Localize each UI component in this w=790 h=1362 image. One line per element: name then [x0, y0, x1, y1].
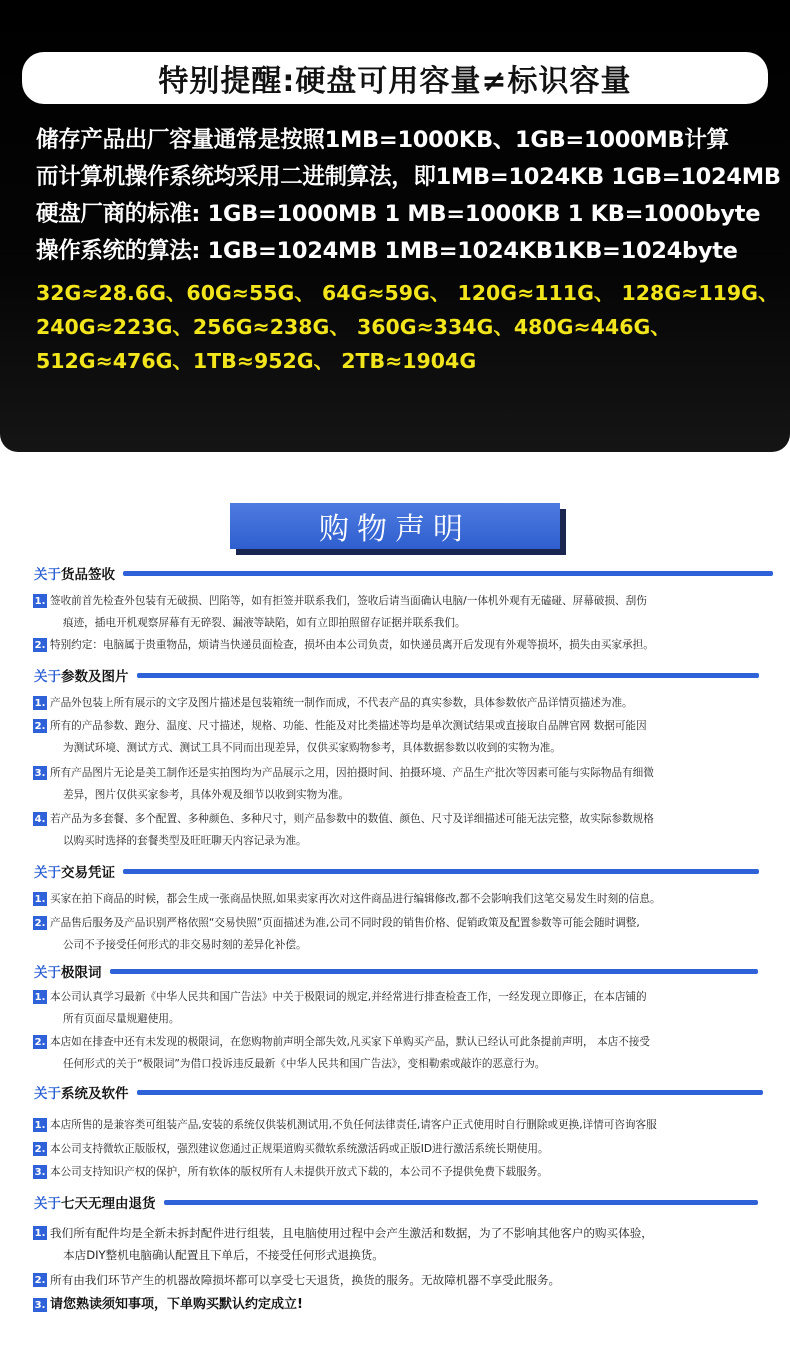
- item-number: 2.: [34, 1143, 46, 1155]
- item-text: 买家在拍下商品的时候，都会生成一张商品快照,如果卖家再次对这件商品进行编辑修改,都不会影响我们这笔交易发生时刻的信息。: [50, 893, 661, 905]
- section-header-seven-day-return: [34, 1192, 758, 1212]
- title-box: [230, 503, 560, 549]
- item-text: 若产品为多套餐、多个配置、多种颜色、多种尺寸，则产品参数中的数值、颜色、尺寸及详细描述可能无法完整，故实际参数规格: [50, 813, 654, 825]
- explanation-line: 操作系统的算法: 1GB=1024MB 1MB=1024KB1KB=1024byte: [36, 238, 738, 264]
- capacity-list: [36, 276, 778, 378]
- item-number: 4.: [34, 813, 46, 825]
- item-number: 1.: [34, 1227, 46, 1239]
- statement-title: 购物声明: [319, 512, 471, 547]
- item-text: 本店DIY整机电脑确认配置且下单后，不接受任何形式退换货。: [63, 1248, 384, 1262]
- item-text: 以购买时选择的套餐类型及旺旺聊天内容记录为准。: [63, 835, 307, 847]
- list-item: [33, 593, 647, 634]
- list-item: [33, 1225, 653, 1266]
- item-text: 所有产品图片无论是美工制作还是实拍图均为产品展示之用，因拍摄时间、拍摄环境、产品生产批次等因素可能与实际物品有细微: [50, 767, 654, 779]
- list-item: [33, 891, 661, 910]
- list-item: [33, 1141, 549, 1160]
- section-divider: [164, 1200, 758, 1205]
- item-number: 1.: [34, 893, 46, 905]
- explanation-lines: [36, 122, 781, 270]
- item-number: 3.: [34, 1166, 46, 1178]
- section-title: 关于参数及图片: [34, 669, 129, 685]
- item-number: 3.: [34, 767, 46, 779]
- explanation-line: 而计算机操作系统均采用二进制算法，即1MB=1024KB 1GB=1024MB: [36, 164, 781, 190]
- section-divider: [123, 869, 759, 874]
- list-item: [33, 915, 640, 956]
- headline-pill: [22, 52, 768, 104]
- item-text: 所有由我们环节产生的机器故障损坏都可以享受七天退货，换货的服务。无故障机器不享受此服务。: [50, 1273, 561, 1287]
- item-text: 任何形式的关于“极限词”为借口投诉违反最新《中华人民共和国广告法》，变相勒索或敲诈的恶意行为。: [63, 1058, 546, 1070]
- item-text: 产品售后服务及产品识别严格依照“交易快照”页面描述为准,公司不同时段的销售价格、促销政策及配置参数等可能会随时调整,: [50, 917, 640, 929]
- capacity-line: 240G≈223G、256G≈238G、 360G≈334G、480G≈446G、: [36, 315, 671, 339]
- item-number: 1.: [34, 595, 46, 607]
- item-text: 签收前首先检查外包装有无破损、凹陷等，如有拒签并联系我们，签收后请当面确认电脑/一体机外观有无磕碰、屏幕破损、刮伤: [50, 595, 647, 607]
- section-title: 关于交易凭证: [34, 865, 115, 881]
- list-item: [33, 1164, 548, 1183]
- item-number: 2.: [34, 1036, 46, 1048]
- item-text: 公司不予接受任何形式的非交易时刻的差异化补偿。: [63, 939, 307, 951]
- explanation-line: 硬盘厂商的标准: 1GB=1000MB 1 MB=1000KB 1 KB=1000byte: [36, 201, 761, 227]
- list-item: [33, 989, 647, 1030]
- list-item: [33, 765, 654, 806]
- section-title: 关于极限词: [34, 965, 102, 981]
- section-header-absolute-terms: [34, 961, 758, 981]
- item-number: 2.: [34, 720, 46, 732]
- list-item: [33, 1034, 650, 1075]
- item-number: 1.: [34, 1119, 46, 1131]
- list-item: [33, 695, 633, 714]
- statement-title-block: [230, 503, 560, 549]
- list-item: [33, 718, 647, 759]
- item-text: 产品外包装上所有展示的文字及图片描述是包装箱统一制作而成，不代表产品的真实参数，具体参数依产品详情页描述为准。: [50, 697, 633, 709]
- capacity-line: 512G≈476G、1TB≈952G、 2TB≈1904G: [36, 349, 477, 373]
- item-number: 2.: [34, 639, 46, 651]
- explanation-line: 储存产品出厂容量通常是按照1MB=1000KB、1GB=1000MB计算: [36, 127, 729, 153]
- list-item: [33, 811, 654, 852]
- item-text: 请您熟读须知事项，下单购买默认约定成立!: [50, 1297, 303, 1312]
- section-divider: [110, 969, 758, 974]
- item-text: 为测试环境、测试方式、测试工具不同而出现差异，仅供买家购物参考，具体数据参数以收到的实物为准。: [63, 742, 561, 754]
- item-number: 1.: [34, 991, 46, 1003]
- section-header-transaction-proof: [34, 861, 759, 881]
- section-title: 关于货品签收: [34, 567, 115, 583]
- item-text: 所有的产品参数、跑分、温度、尺寸描述，规格、功能、性能及对比类描述等均是单次测试结果或直接取自品牌官网 数据可能因: [50, 720, 647, 732]
- headline: 特别提醒:硬盘可用容量≠标识容量: [158, 64, 632, 99]
- list-item: [33, 1117, 657, 1136]
- item-text: 本店如在排查中还有未发现的极限词，在您购物前声明全部失效,凡买家下单购买产品，默认已经认可此条提前声明， 本店不接受: [50, 1036, 650, 1048]
- item-text: 本店所售的是兼容类可组装产品,安装的系统仅供装机测试用,不负任何法律责任,请客户正式使用时自行删除或更换,详情可咨询客服: [50, 1119, 657, 1131]
- list-item: [33, 637, 654, 656]
- item-number: 2.: [34, 917, 46, 929]
- item-text: 所有页面尽量规避使用。: [63, 1013, 180, 1025]
- item-text: 本公司认真学习最新《中华人民共和国广告法》中关于极限词的规定,并经常进行排查检查工作，一经发现立即修正，在本店铺的: [50, 991, 647, 1003]
- item-text: 本公司支持微软正版版权，强烈建议您通过正规渠道购买微软系统激活码或正版ID进行激活系统长期使用。: [50, 1143, 549, 1155]
- section-header-goods-receipt: [34, 563, 773, 583]
- section-divider: [123, 571, 773, 576]
- section-title: 关于七天无理由退货: [34, 1196, 156, 1212]
- item-text: 差异，图片仅供买家参考，具体外观及细节以收到实物为准。: [63, 789, 350, 801]
- item-text: 本公司支持知识产权的保护，所有软体的版权所有人未提供开放式下载的，本公司不予提供免费下载服务。: [50, 1166, 548, 1178]
- item-text: 痕迹，插电开机观察屏幕有无碎裂、漏液等缺陷，如有立即拍照留存证据并联系我们。: [63, 617, 466, 629]
- item-text: 我们所有配件均是全新未拆封配件进行组装，且电脑使用过程中会产生激活和数据，为了不影响其他客户的购买体验，: [50, 1226, 653, 1240]
- section-divider: [137, 1090, 763, 1095]
- list-item: [33, 1297, 303, 1316]
- item-number: 2.: [34, 1274, 46, 1286]
- section-divider: [137, 673, 759, 678]
- section-title: 关于系统及软件: [34, 1086, 129, 1102]
- capacity-notice-banner: [0, 0, 790, 452]
- item-number: 3.: [34, 1299, 46, 1311]
- section-header-system-software: [34, 1082, 763, 1102]
- section-header-params-images: [34, 665, 759, 685]
- capacity-line: 32G≈28.6G、60G≈55G、 64G≈59G、 120G≈111G、 128G≈119G、: [36, 281, 779, 305]
- item-number: 1.: [34, 697, 46, 709]
- item-text: 特别约定：电脑属于贵重物品，烦请当快递员面检查，损坏由本公司负责，如快递员离开后发现有外观等损坏，损失由买家承担。: [50, 639, 654, 651]
- list-item: [33, 1272, 560, 1291]
